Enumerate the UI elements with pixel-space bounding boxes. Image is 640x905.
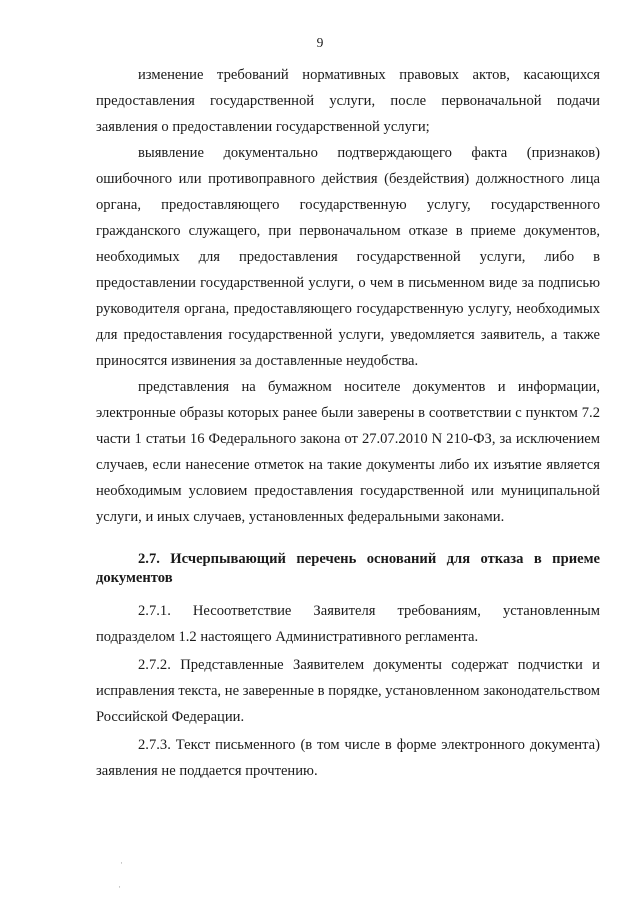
section-item-2-7-2: 2.7.2. Представленные Заявителем документы содержат подчистки и исправления текста, не заверенные в порядке, установленном законодательством Российской Федерации. xyxy=(96,657,600,725)
section-item-2-7-1: 2.7.1. Несоответствие Заявителя требованиям, установленным подразделом 1.2 настоящего Административного регламента. xyxy=(96,603,600,645)
section-heading: 2.7. Исчерпывающий перечень оснований для отказа в приеме документов xyxy=(96,551,600,586)
scan-speck: · xyxy=(118,882,121,892)
paragraph-requirements-change: изменение требований нормативных правовых актов, касающихся предоставления государственной услуги, после первоначальной подачи заявления о предоставлении государственной услуги; xyxy=(96,67,600,135)
paragraph-error-detection: выявление документально подтверждающего факта (признаков) ошибочного или противоправного действия (бездействия) должностного лица органа, предоставляющего государственную услугу, государственного гражданского служащего, при первоначальном отказе в приеме документов, необходимых для предоставления государственной услуги, либо в предоставлении государственной услуги, о чем в письменном виде за подписью руководителя органа, предоставляющего государственную услугу, необходимых для предоставления государственной услуги, уведомляется заявитель, а также приносятся извинения за доставленные неудобства. xyxy=(96,145,600,369)
scan-speck: · xyxy=(120,858,123,868)
page-number: 9 xyxy=(316,35,324,50)
paragraph-paper-submission: представления на бумажном носителе документов и информации, электронные образы которых ранее были заверены в соответствии с пунктом 7.2 части 1 статьи 16 Федерального закона от 27.07.2010 N 210-ФЗ, за исключением случаев, если нанесение отметок на такие документы либо их изъятие является необходимым условием предоставления государственной или муниципальной услуги, и иных случаев, установленных федеральными законами. xyxy=(96,379,600,525)
section-item-2-7-3: 2.7.3. Текст письменного (в том числе в форме электронного документа) заявления не поддается прочтению. xyxy=(96,737,600,779)
document-body xyxy=(96,62,600,784)
